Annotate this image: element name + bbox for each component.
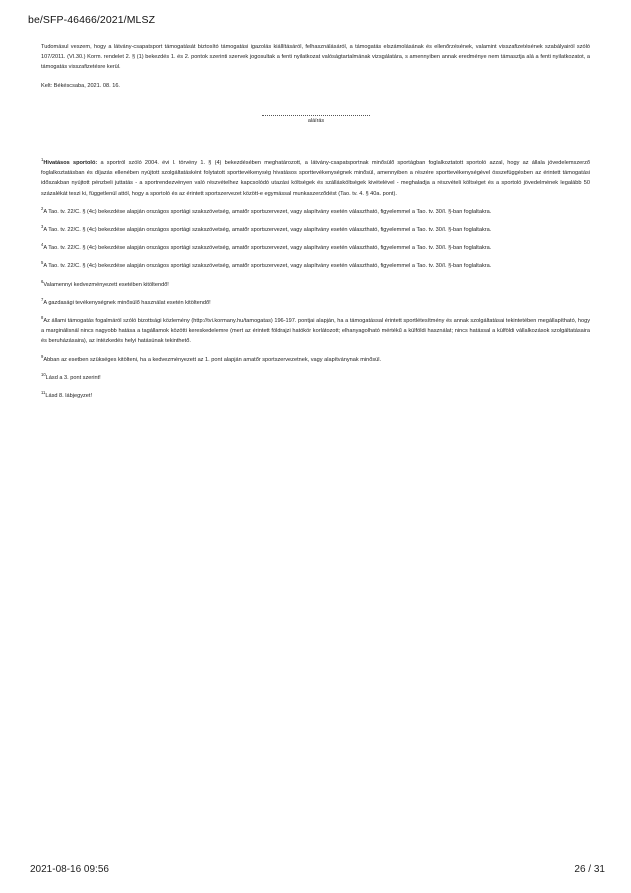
footnote-10 [41,373,590,383]
footnote-11 [41,391,590,401]
signature-line [262,115,370,116]
document-id: be/SFP-46466/2021/MLSZ [28,14,156,26]
footnote-number: 7 [41,296,44,302]
footnote-number: 2 [41,205,44,211]
footnote-number: 6 [41,278,44,284]
footnote-6 [41,280,590,290]
page-number: 26 / 31 [574,864,605,875]
footnote-text: Az állami támogatás fogalmáról szóló bizottsági közlemény (http://tvi.kormany.hu/tamogatas) 196-197. pontjai alapján, ha a támogatással érintett sportlétesítmény és annak szolgáltatásai tekintetében megállapítható, hogy a marginálisnál nincs nagyobb hatása a tagállamok közötti kereskedelemre (mert az érintett földrajzi hatókör korlátozott; elhanyagolható mértékű a külföldi használat; nincs hatással a külföldi vállalkozások szolgáltatásaira és beruházásaira), az intézkedés helyi hatásúnak tekinthető. [41,318,590,345]
footnote-1 [41,158,590,199]
footnote-text: A gazdasági tevékenységnek minősülő használat esetén kitöltendő! [43,299,211,306]
footnote-text: A Tao. tv. 22/C. § (4c) bekezdése alapján országos sportági szakszövetség, amatőr sportszervezet, vagy alapítvány esetén választható, figyelemmel a Tao. tv. 30/I. §-ban foglaltakra. [43,208,492,215]
footnote-number: 10 [41,371,46,377]
footnote-4 [41,243,590,253]
footnote-text: Valamennyi kedvezményezett esetében kitöltendő! [43,281,169,288]
footnote-number: 3 [41,224,44,230]
footnote-text: A Tao. tv. 22/C. § (4c) bekezdése alapján országos sportági szakszövetség, amatőr sportszervezet, vagy alapítvány esetén választható, figyelemmel a Tao. tv. 30/I. §-ban foglaltakra. [43,245,492,252]
footnote-text: A Tao. tv. 22/C. § (4c) bekezdése alapján országos sportági szakszövetség, amatőr sportszervezet, vagy alapítvány esetén választható, figyelemmel a Tao. tv. 30/I. §-ban foglaltakra. [43,227,492,234]
footnote-5 [41,261,590,271]
footnote-text: Lásd a 3. pont szerint! [45,374,101,381]
footnote-text: Abban az esetben szükséges kitölteni, ha a kedvezményezett az 1. pont alapján amatőr sportszervezetnek, vagy alapítványnak minősül. [43,356,382,363]
footnote-term: Hivatásos sportoló: [43,160,98,166]
footnote-8 [41,316,590,347]
footnote-2 [41,207,590,217]
signature-block [261,115,371,124]
date-place-line: Kelt: Békéscsaba, 2021. 08. 16. [41,82,120,89]
footnote-3 [41,225,590,235]
footnote-number: 5 [41,260,44,266]
declaration-paragraph: Tudomásul veszem, hogy a látvány-csapatsport támogatását biztosító támogatási igazolás kiállításáról, felhasználásáról, a támogatás elszámolásának és ellenőrzésének, valamint visszafizetésének szabályairól szóló 107/2011. (VI.30.) Korm. rendelet 2. § (1) bekezdés 1. és 2. pontok szerinti szervek jogosultak a fenti nyilatkozat valóságtartalmának vizsgálatára, s amennyiben annak eredménye nem támasztja alá a fenti nyilatkozatot, a támogatás visszafizetésre kerül. [41,44,590,71]
footnote-7 [41,298,590,308]
footnote-number: 4 [41,242,44,248]
footer-timestamp: 2021-08-16 09:56 [30,864,109,875]
footnote-number: 8 [41,315,44,321]
footnotes [41,158,590,409]
signature-label: aláírás [307,118,325,124]
footnote-number: 9 [41,353,44,359]
footnote-text: a sportról szóló 2004. évi I. törvény 1. § (4) bekezdésében meghatározott, a látvány-csapatsportnak minősülő sportágban foglalkoztatott sportoló azzal, hogy az állala jövedelemszerző foglalkoztatásban és díjazás ellenében nyújtott szolgáltatásként folytatott sporttevékenység hivatásos sporttevékenységnek minősül, amennyiben a részére sporttevékenységével összefüggésben az érintett támogatási időszakban nyújtott pénzbeli juttatás - a sportrendezvényen való részvételhez kapcsolódó utazási költségek és szállásköltségek kivételével - meghaladja a részvételi költséget és a sportoló jövedelmének legalább 50 százalékát teszi ki, függetlenül attól, hogy a sportoló és az érintett sportszervezet között-e egymással munkaszerződést (Tao. tv. 4. § 40a. pont). [41,160,591,197]
footnote-9 [41,355,590,365]
footnote-text: A Tao. tv. 22/C. § (4c) bekezdése alapján országos sportági szakszövetség, amatőr sportszervezet, vagy alapítvány esetén választható, figyelemmel a Tao. tv. 30/I. §-ban foglaltakra. [43,263,492,270]
footnote-text: Lásd 8. lábjegyzet! [45,393,93,400]
footnote-number: 11 [41,390,46,396]
main-text [41,42,590,91]
footnote-number: 1 [41,157,44,162]
